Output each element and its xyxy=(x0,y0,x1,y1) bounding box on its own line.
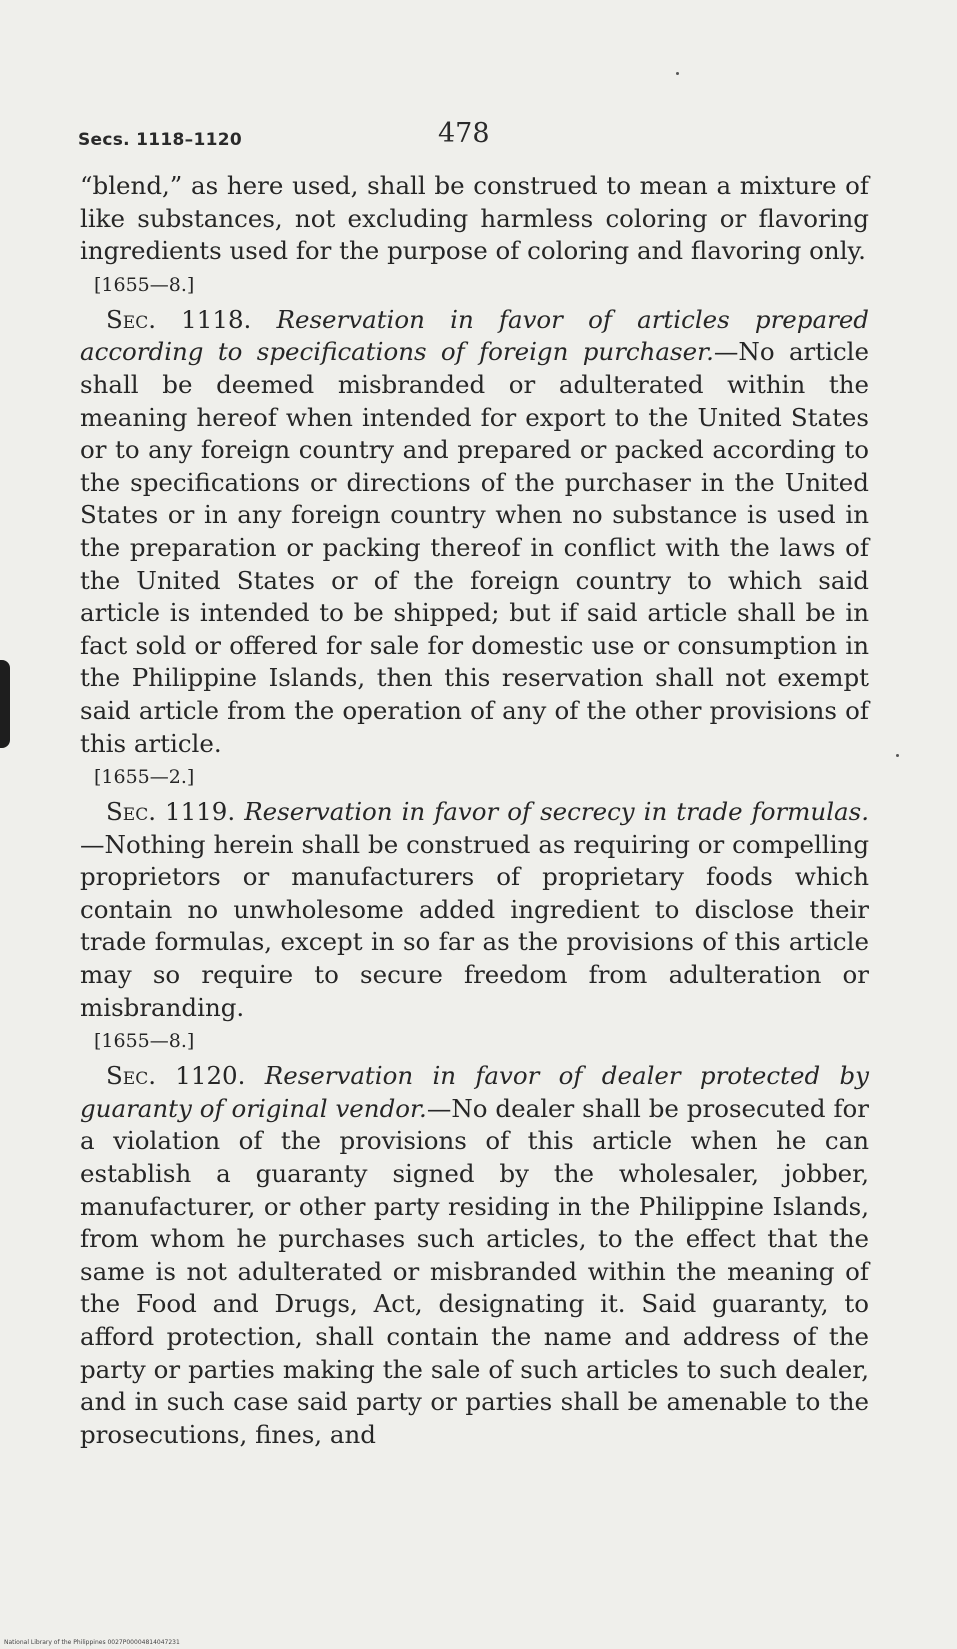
body-text xyxy=(80,170,869,1451)
running-head: Secs. 1118–1120 xyxy=(78,130,242,150)
source-citation: [1655—8.] xyxy=(94,1030,195,1053)
section-body: —Nothing herein shall be construed as requiring or compelling proprietors or manufacturers of proprietary foods which contain no unwholesome added ingredient to disclose their trade formulas, except in so far as the provisions of this article may so require to secure freedom from adulteration or misbranding. xyxy=(80,829,869,1022)
paper-speck xyxy=(896,754,899,757)
source-citation: [1655—2.] xyxy=(94,766,195,789)
scan-credit: National Library of the Philippines 0027P00004814047231 xyxy=(4,1639,180,1646)
section-title: Reservation in favor of articles prepared according to specifications of foreign purchaser. xyxy=(80,304,869,367)
section-label: Sec. 1120. xyxy=(106,1061,246,1091)
source-citation: [1655—8.] xyxy=(94,273,195,296)
page-header xyxy=(78,118,878,158)
section-title: Reservation in favor of secrecy in trade formulas. xyxy=(244,797,870,827)
section-paragraph xyxy=(80,796,869,1024)
page-number: 478 xyxy=(438,118,490,149)
section-paragraph xyxy=(80,1060,869,1451)
section-label: Sec. 1119. xyxy=(106,797,236,827)
section-paragraph xyxy=(80,304,869,760)
section-1120 xyxy=(80,1024,869,1451)
paper-speck xyxy=(676,72,679,75)
continuation-paragraph: “blend,” as here used, shall be construed to mean a mixture of like substances, not excluding harmless coloring or flavoring ingredients used for the purpose of coloring and flavoring only. xyxy=(80,171,869,266)
section-title: Reservation in favor of dealer protected by guaranty of original vendor. xyxy=(80,1061,869,1123)
section-1118 xyxy=(80,268,869,760)
section-body: —No article shall be deemed misbranded or adulterated within the meaning hereof when intended for export to the United States or to any foreign country and prepared or packed according to the specifications or directions of the purchaser in the United States or in any foreign country when no substance is used in the preparation or packing thereof in conflict with the laws of the United States or of the foreign country to which said article is intended to be shipped; but if said article shall be in fact sold or offered for sale for domestic use or consumption in the Philippine Islands, then this reservation shall not exempt said article from the operation of any of the other provisions of this article. xyxy=(80,337,869,758)
binding-shadow xyxy=(0,660,10,748)
section-1119 xyxy=(80,760,869,1024)
section-label: Sec. 1118. xyxy=(106,304,252,334)
section-body: —No dealer shall be prosecuted for a violation of the provisions of this article when he can establish a guaranty signed by the wholesaler, jobber, manufacturer, or other party residing in the Philippine Islands, from whom he purchases such articles, to the effect that the same is not adulterated or misbranded within the meaning of the Food and Drugs, Act, designating it. Said guaranty, to afford protection, shall contain the name and address of the party or parties making the sale of such articles to such dealer, and in such case said party or parties shall be amenable to the prosecutions, fines, and xyxy=(80,1093,869,1449)
